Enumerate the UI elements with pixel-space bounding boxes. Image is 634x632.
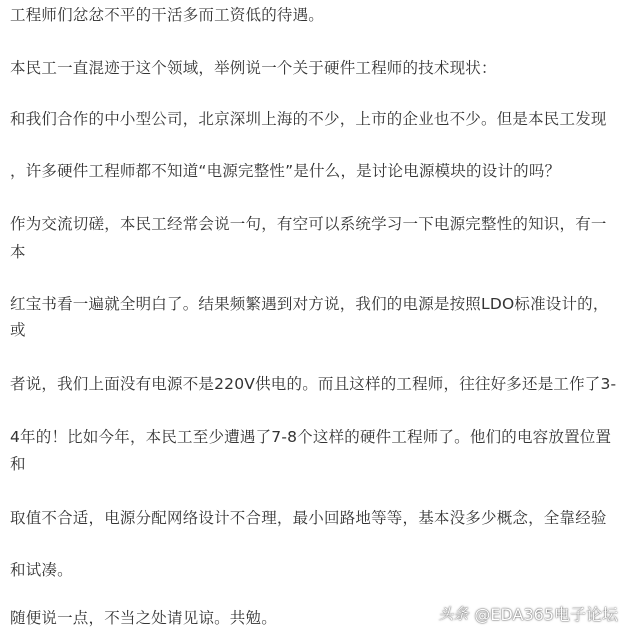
paragraph-line: 红宝书看一遍就全明白了。结果频繁遇到对方说，我们的电源是按照LDO标准设计的， bbox=[10, 295, 609, 313]
paragraph-line: 本民工一直混迹于这个领域，举例说一个关于硬件工程师的技术现状： bbox=[10, 59, 497, 77]
watermark-account: @EDA365电子论坛 bbox=[474, 604, 618, 624]
paragraph-line: 者说，我们上面没有电源不是220V供电的。而且这样的工程师，往往好多还是工作了3- bbox=[10, 375, 617, 393]
paragraph-line: 4年的！比如今年，本民工至少遭遇了7-8个这样的硬件工程师了。他们的电容放置位置 bbox=[10, 428, 612, 446]
paragraph-line: 和 bbox=[10, 455, 26, 473]
paragraph-line: 随便说一点，不当之处请见谅。共勉。 bbox=[10, 609, 277, 627]
watermark bbox=[438, 602, 618, 624]
watermark-brand: 头条 bbox=[438, 604, 469, 623]
paragraph-line: 和试凑。 bbox=[10, 561, 73, 579]
paragraph-line: 工程师们忿忿不平的干活多而工资低的待遇。 bbox=[10, 6, 325, 24]
paragraph-line: 本 bbox=[10, 243, 26, 261]
paragraph-line: 和我们合作的中小型公司，北京深圳上海的不少，上市的企业也不少。但是本民工发现 bbox=[10, 110, 607, 128]
paragraph-line: 作为交流切磋，本民工经常会说一句，有空可以系统学习一下电源完整性的知识，有一 bbox=[10, 215, 607, 233]
paragraph-line: ，许多硬件工程师都不知道“电源完整性”是什么，是讨论电源模块的设计的吗？ bbox=[10, 162, 561, 180]
paragraph-line: 或 bbox=[10, 321, 26, 339]
paragraph-line: 取值不合适，电源分配网络设计不合理，最小回路地等等，基本没多少概念，全靠经验 bbox=[10, 509, 607, 527]
